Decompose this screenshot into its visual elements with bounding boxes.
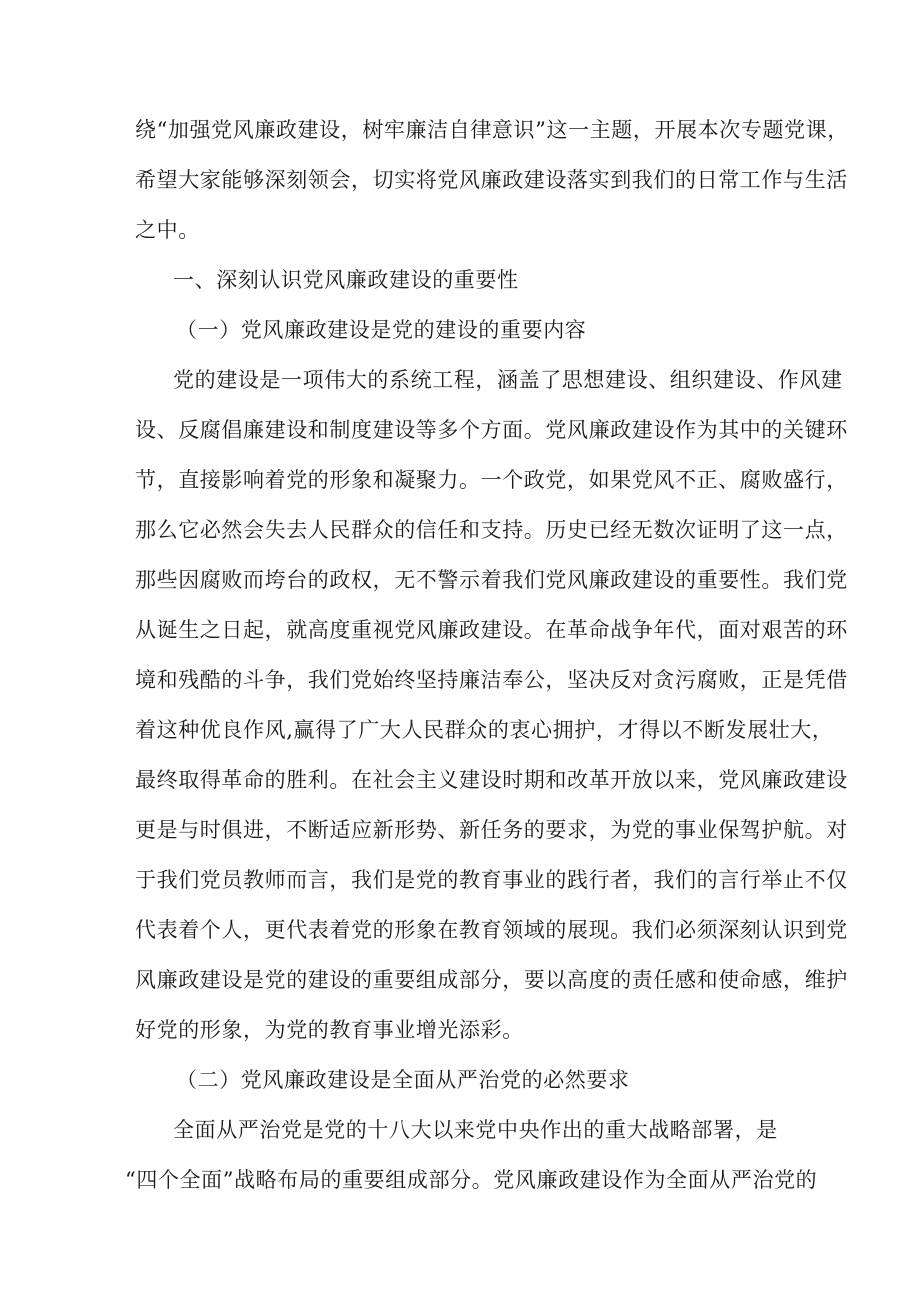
- sub1-body-line-3: 节，直接影响着党的形象和凝聚力。一个政党，如果党风不正、腐败盛行，: [135, 468, 848, 492]
- sub1-body-line-11: 于我们党员教师而言，我们是党的教育事业的践行者，我们的言行举止不仅: [135, 868, 848, 892]
- intro-line-1: 绕“加强党风廉政建设，树牢廉洁自律意识”这一主题，开展本次专题党课，: [135, 118, 849, 142]
- intro-line-2: 希望大家能够深刻领会，切实将党风廉政建设落实到我们的日常工作与生活: [135, 168, 848, 192]
- sub1-body-line-4: 那么它必然会失去人民群众的信任和支持。历史已经无数次证明了这一点，: [135, 518, 848, 542]
- subsection-1-heading: （一）党风廉政建设是党的建设的重要内容: [176, 318, 587, 342]
- sub2-body-line-1: 全面从严治党是党的十八大以来党中央作出的重大战略部署，是: [173, 1118, 778, 1142]
- intro-line-3: 之中。: [135, 218, 200, 242]
- sub1-body-line-6: 从诞生之日起，就高度重视党风廉政建设。在革命战争年代，面对艰苦的环: [135, 618, 848, 642]
- sub1-body-line-8: 着这种优良作风,赢得了广大人民群众的衷心拥护，才得以不断发展壮大，: [135, 718, 834, 742]
- sub1-body-line-12: 代表着个人，更代表着党的形象在教育领域的展现。我们必须深刻认识到党: [135, 918, 848, 942]
- sub1-body-line-1: 党的建设是一项伟大的系统工程，涵盖了思想建设、组织建设、作风建: [173, 368, 843, 392]
- sub1-body-line-10: 更是与时俱进，不断适应新形势、新任务的要求，为党的事业保驾护航。对: [135, 818, 848, 842]
- sub1-body-line-2: 设、反腐倡廉建设和制度建设等多个方面。党风廉政建设作为其中的关键环: [135, 418, 848, 442]
- sub1-body-line-7: 境和残酷的斗争，我们党始终坚持廉洁奉公，坚决反对贪污腐败，正是凭借: [135, 668, 848, 692]
- section-1-heading: 一、深刻认识党风廉政建设的重要性: [173, 268, 519, 292]
- sub1-body-line-13: 风廉政建设是党的建设的重要组成部分，要以高度的责任感和使命感，维护: [135, 968, 848, 992]
- sub2-body-line-2: “四个全面”战略布局的重要组成部分。党风廉政建设作为全面从严治党的: [125, 1168, 818, 1192]
- sub1-body-line-14: 好党的形象，为党的教育事业增光添彩。: [135, 1018, 524, 1042]
- sub1-body-line-5: 那些因腐败而垮台的政权，无不警示着我们党风廉政建设的重要性。我们党: [135, 568, 848, 592]
- sub1-body-line-9: 最终取得革命的胜利。在社会主义建设时期和改革开放以来，党风廉政建设: [135, 768, 848, 792]
- subsection-2-heading: （二）党风廉政建设是全面从严治党的必然要求: [176, 1068, 630, 1092]
